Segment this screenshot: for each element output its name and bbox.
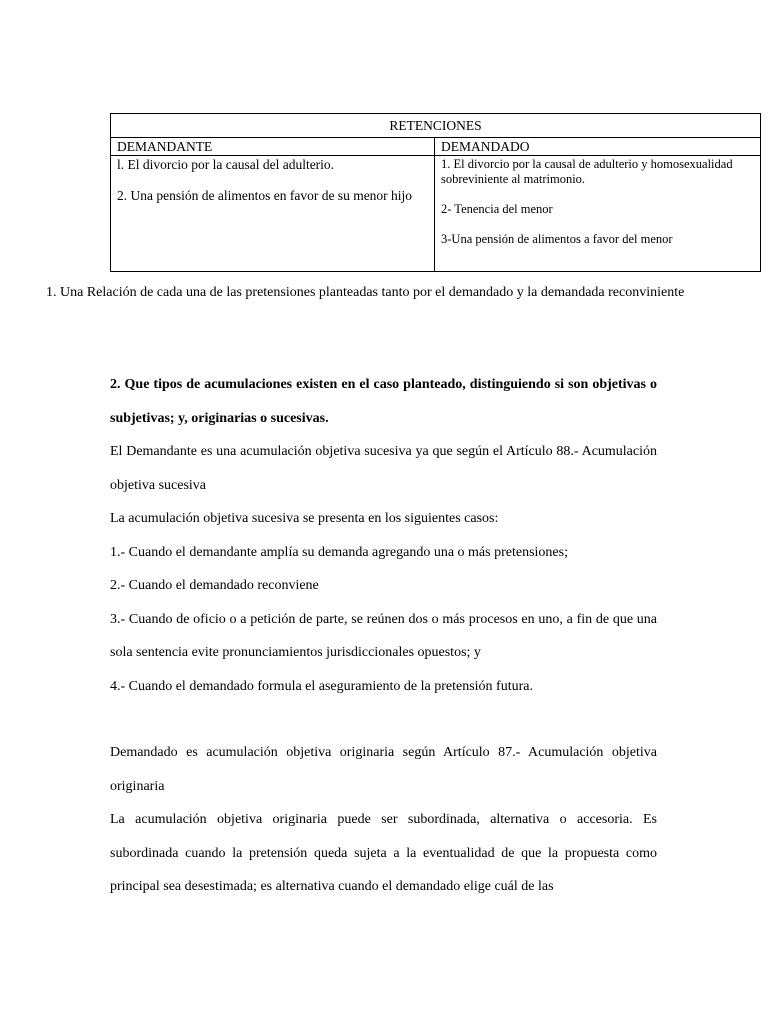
spacer xyxy=(110,703,657,736)
paragraph-originaria: La acumulación objetiva originaria puede ser subordinada, alternativa o accesoria. Es subordinada cuando la pretensión queda sujeta a la eventualidad de que la propuesta como principal sea desestimada; es alternativa cuando el demandado elige cuál de las xyxy=(110,812,657,894)
case-item: 1.- Cuando el demandante amplía su demanda agregando una o más pretensiones; xyxy=(110,544,568,560)
paragraph-demandante: El Demandante es una acumulación objetiva sucesiva ya que según el Artículo 88.- Acumulación objetiva sucesiva xyxy=(110,444,657,493)
demandado-item: 3-Una pensión de alimentos a favor del menor xyxy=(441,232,673,246)
demandado-cell xyxy=(435,156,761,272)
demandante-item: 2. Una pensión de alimentos en favor de su menor hijo xyxy=(117,188,413,203)
case-item: 2.- Cuando el demandado reconviene xyxy=(110,578,319,593)
column-header-demandante: DEMANDANTE xyxy=(111,138,435,156)
case-item: 3.- Cuando de oficio o a petición de parte, se reúnen dos o más procesos en uno, a fin de que una sola sentencia evite pronunciamientos jurisdiccionales opuestos; y xyxy=(110,611,657,660)
paragraph-cases-intro: La acumulación objetiva sucesiva se presenta en los siguientes casos: xyxy=(110,511,499,526)
demandante-cell xyxy=(111,156,435,272)
table-caption: 1. Una Relación de cada una de las pretensiones planteadas tanto por el demandado y la demandada reconviniente xyxy=(46,285,685,300)
demandado-item: 2- Tenencia del menor xyxy=(441,202,553,216)
table-title: RETENCIONES xyxy=(111,114,761,138)
paragraph-demandado: Demandado es acumulación objetiva originaria según Artículo 87.- Acumulación objetiva originaria xyxy=(110,745,657,794)
document-body xyxy=(110,368,657,904)
question-2-heading: 2. Que tipos de acumulaciones existen en el caso planteado, distinguiendo si son objetivas o subjetivas; y, originarias o sucesivas. xyxy=(110,377,657,426)
demandante-item: l. El divorcio por la causal del adulterio. xyxy=(117,157,335,172)
case-item: 4.- Cuando el demandado formula el aseguramiento de la pretensión futura. xyxy=(110,678,533,694)
retenciones-table xyxy=(110,113,761,272)
column-header-demandado: DEMANDADO xyxy=(435,138,761,156)
demandado-item: 1. El divorcio por la causal de adulterio y homosexualidad sobreviniente al matrimonio. xyxy=(441,157,733,186)
